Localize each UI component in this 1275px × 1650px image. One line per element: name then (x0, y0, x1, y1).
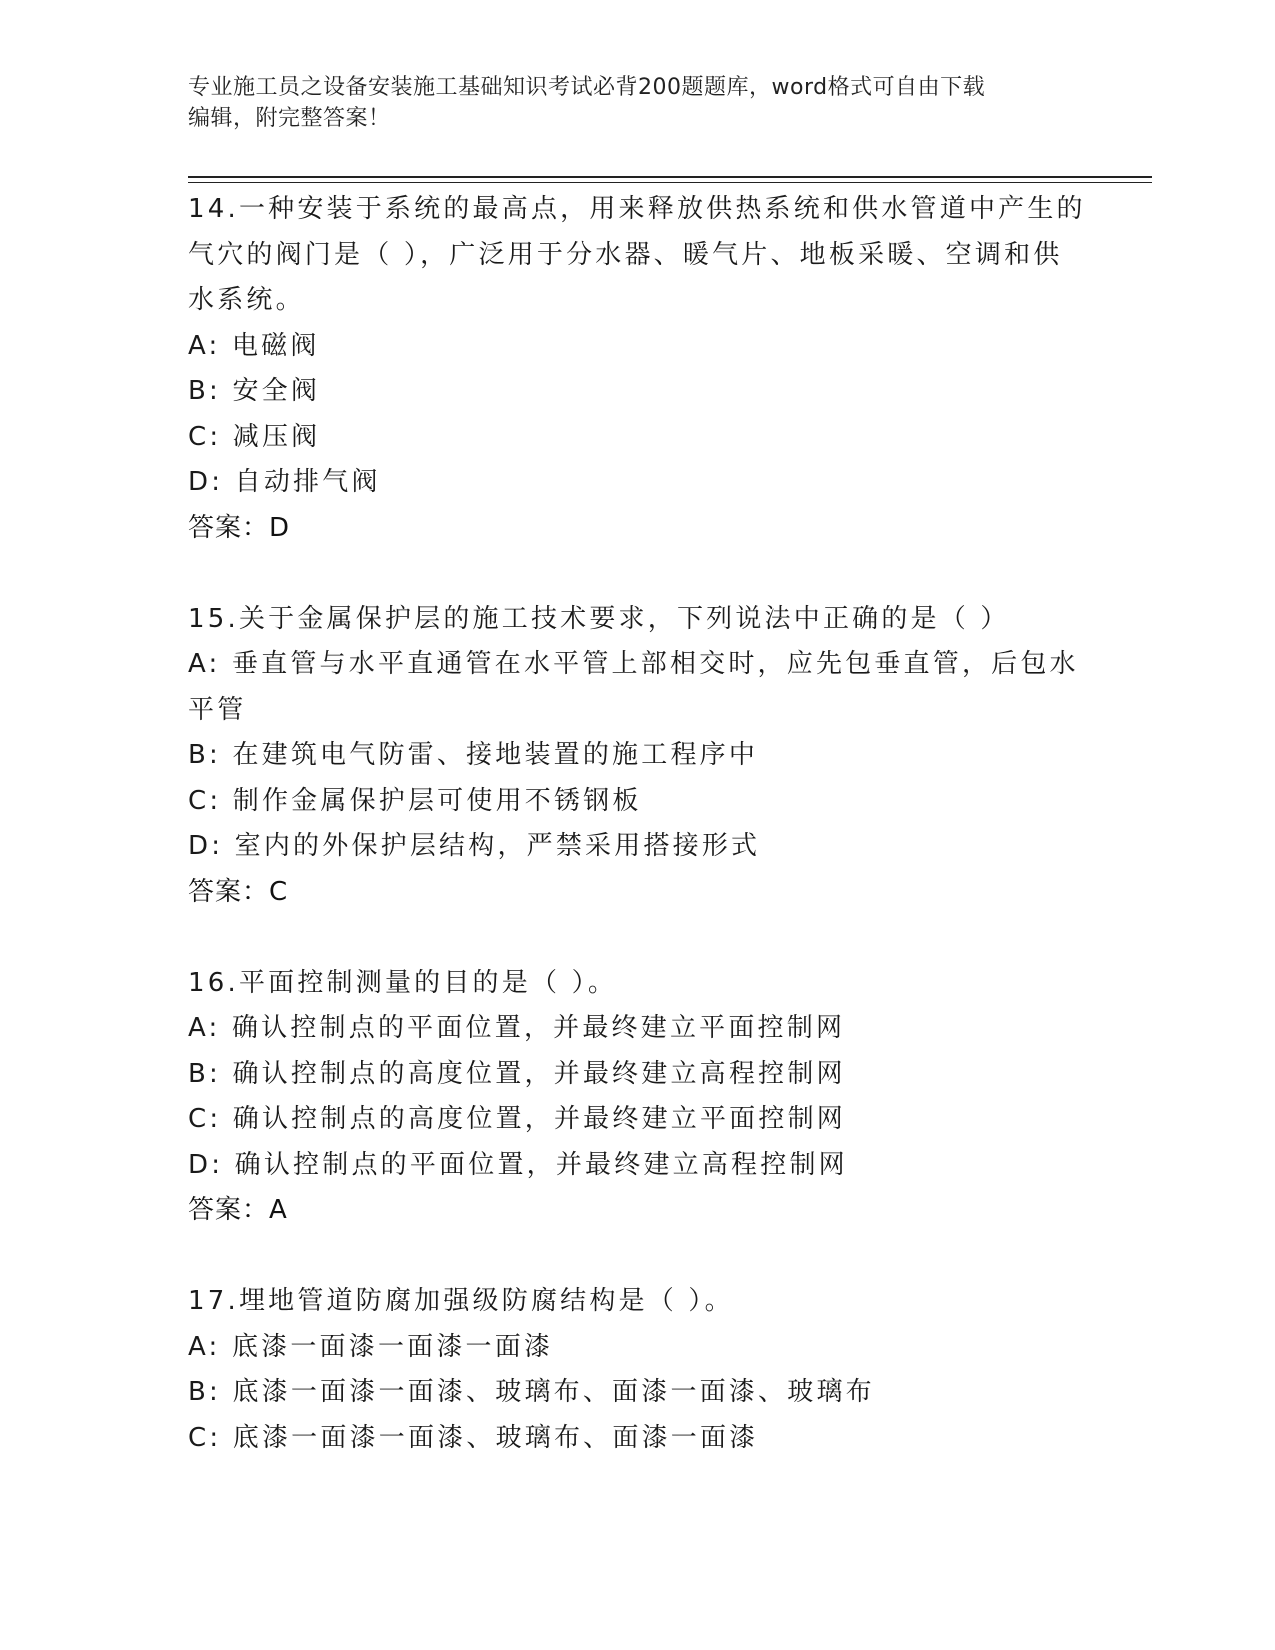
option-d: D: 室内的外保护层结构，严禁采用搭接形式 (188, 831, 761, 861)
question-spacer (188, 551, 1088, 597)
document-header (188, 72, 1068, 134)
option-c: C: 制作金属保护层可使用不锈钢板 (188, 785, 642, 816)
question-spacer (188, 915, 1088, 961)
question-stem-line: 水系统。 (188, 285, 305, 315)
option-a: A: 底漆一面漆一面漆一面漆 (188, 1331, 554, 1362)
question-spacer (188, 1234, 1088, 1280)
option-b: B: 在建筑电气防雷、接地装置的施工程序中 (188, 740, 759, 770)
answer-label: 答案：D (188, 512, 291, 543)
question-14 (188, 187, 1088, 551)
header-line-2: 编辑，附完整答案！ (188, 106, 391, 131)
question-list (188, 187, 1088, 1461)
header-rule-thick (188, 176, 1152, 178)
question-stem-line: 14.一种安装于系统的最高点，用来释放供热系统和供水管道中产生的 (188, 194, 1086, 224)
option-a: A: 确认控制点的平面位置，并最终建立平面控制网 (188, 1013, 846, 1043)
question-stem-line: 16.平面控制测量的目的是（ ）。 (188, 967, 618, 998)
option-b: B: 确认控制点的高度位置，并最终建立高程控制网 (188, 1058, 846, 1089)
option-d: D: 确认控制点的平面位置，并最终建立高程控制网 (188, 1149, 848, 1180)
question-stem-line: 15.关于金属保护层的施工技术要求，下列说法中正确的是（ ） (188, 603, 1010, 634)
header-rule-thin (188, 182, 1152, 183)
option-c: C: 底漆一面漆一面漆、玻璃布、面漆一面漆 (188, 1422, 759, 1453)
header-line-1: 专业施工员之设备安装施工基础知识考试必背200题题库，word格式可自由下载 (188, 75, 986, 100)
question-stem-line: 17.埋地管道防腐加强级防腐结构是（ ）。 (188, 1286, 734, 1316)
answer-label: 答案：A (188, 1195, 288, 1225)
option-a: A: 电磁阀 (188, 330, 320, 361)
option-a-continued: 平管 (188, 694, 247, 725)
option-c: C: 减压阀 (188, 421, 321, 452)
option-d: D: 自动排气阀 (188, 467, 381, 497)
answer-label: 答案：C (188, 876, 289, 907)
option-b: B: 底漆一面漆一面漆、玻璃布、面漆一面漆、玻璃布 (188, 1377, 875, 1407)
question-16 (188, 961, 1088, 1234)
option-a: A: 垂直管与水平直通管在水平管上部相交时，应先包垂直管，后包水 (188, 649, 1079, 679)
question-15 (188, 597, 1088, 916)
option-c: C: 确认控制点的高度位置，并最终建立平面控制网 (188, 1104, 846, 1134)
question-stem-line: 气穴的阀门是（ ），广泛用于分水器、暖气片、地板采暖、空调和供 (188, 239, 1063, 270)
option-b: B: 安全阀 (188, 376, 321, 406)
question-17 (188, 1279, 1088, 1461)
